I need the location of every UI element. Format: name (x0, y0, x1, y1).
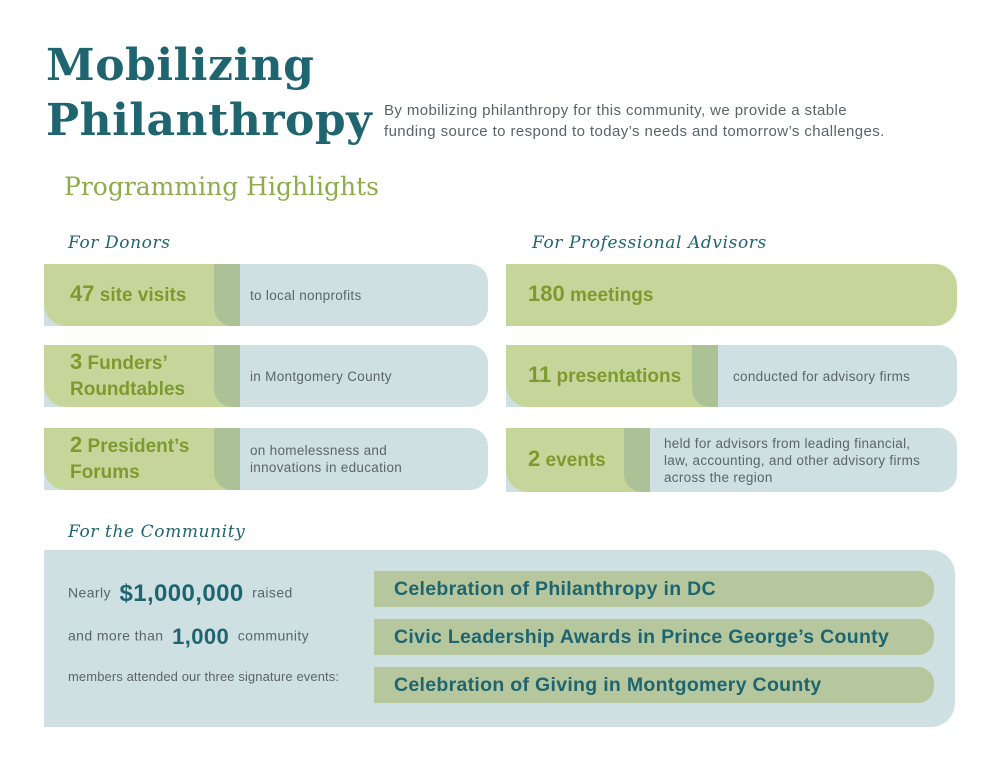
stat-number-block (506, 264, 806, 326)
fold-decoration (214, 428, 240, 490)
community-heading: For the Community (68, 522, 246, 542)
community-panel (44, 550, 955, 727)
stat-label-2: Roundtables (70, 379, 186, 400)
section-title: Programming Highlights (64, 172, 380, 201)
donors-heading: For Donors (68, 233, 171, 253)
stat-number-block (44, 264, 240, 326)
stat-number-block (44, 428, 240, 490)
intro-line-1: By mobilizing philanthropy for this community, we provide a stable (384, 102, 847, 119)
stat-description: on homelessness and innovations in education (250, 443, 403, 475)
stat-label-2: Forums (70, 462, 140, 483)
advisor-stat-presentations (506, 345, 957, 407)
stat-number: 11 (528, 362, 552, 387)
fold-decoration (624, 428, 650, 492)
stat-label: Funders’ (87, 353, 168, 374)
intro-line-2: funding source to respond to today’s needs and tomorrow’s challenges. (384, 123, 885, 140)
community-events-intro: members attended our three signature events: (68, 669, 340, 684)
stat-label: meetings (570, 285, 654, 306)
stat-number: 2 (70, 432, 83, 457)
stat-description: held for advisors from leading financial, law, accounting, and other advisory firms across the region (664, 435, 921, 485)
stat-number: 2 (528, 446, 541, 471)
stat-description: in Montgomery County (250, 368, 392, 384)
stat-number: 180 (528, 281, 565, 306)
stat-number: 47 (70, 281, 95, 306)
intro-text (384, 100, 954, 142)
fold-decoration (692, 345, 718, 407)
advisors-heading: For Professional Advisors (532, 233, 767, 253)
stat-number: 3 (70, 349, 83, 374)
stat-label: events (545, 450, 606, 471)
event-civic-leadership-awards: Civic Leadership Awards in Prince George’s County (374, 619, 934, 655)
stat-number-block (506, 345, 716, 407)
stat-number-block (44, 345, 240, 407)
donor-stat-site-visits (44, 264, 488, 326)
stat-label: President’s (87, 436, 190, 457)
page-title (46, 38, 372, 148)
event-celebration-of-philanthropy: Celebration of Philanthropy in DC (374, 571, 934, 607)
attendance-amount: 1,000 (172, 624, 230, 649)
funds-raised-amount: $1,000,000 (119, 580, 244, 607)
advisor-stat-meetings (506, 264, 957, 326)
donor-stat-roundtables (44, 345, 488, 407)
title-line-1: Mobilizing (46, 40, 315, 91)
stat-description: conducted for advisory firms (733, 368, 911, 384)
community-funds-line: Nearly $1,000,000 raised (68, 580, 293, 607)
fold-decoration (214, 264, 240, 326)
community-attendance-line: and more than 1,000 community (68, 624, 310, 649)
stat-label: presentations (556, 366, 682, 387)
event-celebration-of-giving: Celebration of Giving in Montgomery County (374, 667, 934, 703)
stat-label: site visits (99, 285, 187, 306)
advisor-stat-events (506, 428, 957, 492)
stat-description: to local nonprofits (250, 287, 362, 303)
fold-decoration (214, 345, 240, 407)
donor-stat-forums (44, 428, 488, 490)
title-line-2: Philanthropy (46, 95, 373, 146)
